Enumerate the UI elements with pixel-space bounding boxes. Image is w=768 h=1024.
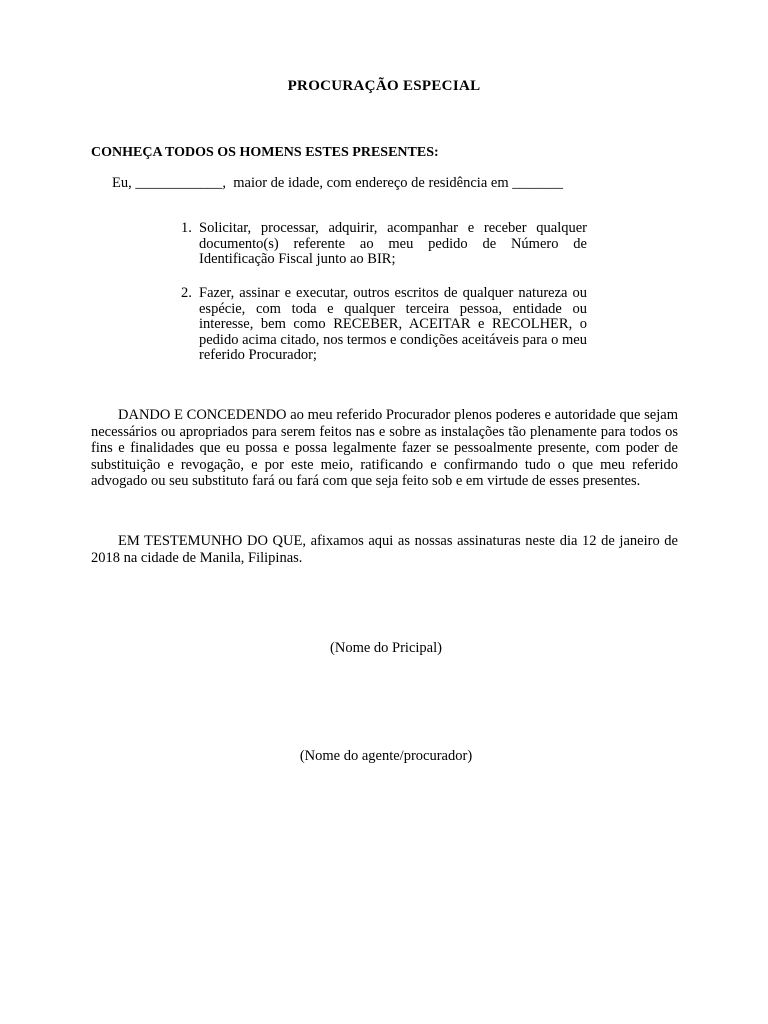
list-item xyxy=(181,221,587,268)
list-item-number: 2. xyxy=(181,285,192,301)
list-item-text: Solicitar, processar, adquirir, acompanhar e receber qualquer documento(s) referente ao meu pedido de Número de Identificação Fiscal junto ao BIR; xyxy=(199,220,587,267)
document-title: PROCURAÇÃO ESPECIAL xyxy=(287,78,481,94)
list-item-number: 1. xyxy=(181,220,192,236)
intro-line: Eu, ____________, maior de idade, com endereço de residência em _______ xyxy=(112,175,563,191)
agent-signature-label: (Nome do agente/procurador) xyxy=(299,748,473,764)
testimony-paragraph: EM TESTEMUNHO DO QUE, afixamos aqui as nossas assinaturas neste dia 12 de janeiro de 2018 na cidade de Manila, Filipinas. xyxy=(91,533,678,566)
grant-paragraph: DANDO E CONCEDENDO ao meu referido Procurador plenos poderes e autoridade que sejam necessários ou apropriados para serem feitos nas e sobre as instalações tão plenamente para todos os fins e finalidades que eu possa e possa legalmente fazer se pessoalmente presente, com poder de substituição e revogação, e por este meio, ratificando e confirmando tudo o que meu referido advogado ou seu substituto fará ou fará com que seja feito sob e em virtude de esses presentes. xyxy=(91,407,678,489)
principal-signature-label: (Nome do Pricipal) xyxy=(330,640,442,656)
list-item xyxy=(181,286,587,364)
list-item-text: Fazer, assinar e executar, outros escritos de qualquer natureza ou espécie, com toda e qualquer terceira pessoa, entidade ou interesse, bem como RECEBER, ACEITAR e RECOLHER, o pedido acima citado, nos termos e condições aceitáveis para o meu referido Procurador; xyxy=(199,285,587,363)
document-heading: CONHEÇA TODOS OS HOMENS ESTES PRESENTES: xyxy=(91,145,439,160)
